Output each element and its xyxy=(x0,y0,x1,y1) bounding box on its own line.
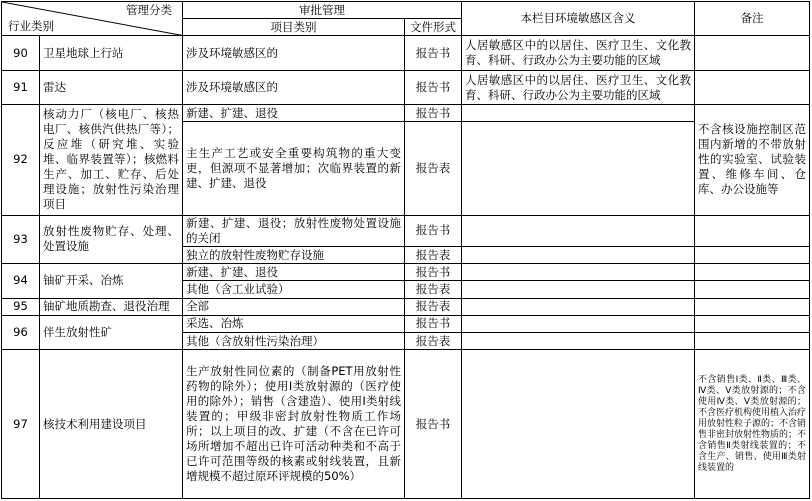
remarks-cell xyxy=(695,332,810,349)
sensitive-area-header: 本栏目环境敏感区含义 xyxy=(462,2,695,36)
table-row-96 xyxy=(2,315,810,332)
remarks-cell: 不含销售Ⅰ类、Ⅱ类、Ⅲ类、Ⅳ类、Ⅴ类放射源的；不含使用Ⅳ类、Ⅴ类放射源的；不含医疗机构使用植入治疗用放射性粒子源的；不含销售非密封放射性物质的；不含销售Ⅱ类射线装置的；不含生产、销售、使用Ⅲ类射线装置的 xyxy=(695,350,810,499)
industry-cell: 铀矿开采、冶炼 xyxy=(40,264,183,298)
row-number: 93 xyxy=(2,215,40,264)
row-number: 95 xyxy=(2,298,40,315)
industry-cell: 核动力厂（核电厂、核热电厂、核供汽供热厂等）；反应堆（研究堆、实验堆、临界装置等）；核燃料生产、加工、贮存、后处理设施；放射性污染治理项目 xyxy=(40,105,183,215)
project-cell: 新建、扩建、退役；放射性废物处置设施的关闭 xyxy=(183,215,405,246)
document-form-cell: 报告表 xyxy=(405,246,462,263)
sensitive-area-cell: 人居敏感区中的以居住、医疗卫生、文化教育、科研、行政办公为主要功能的区域 xyxy=(462,70,695,104)
document-form-cell: 报告书 xyxy=(405,215,462,246)
sensitive-area-cell xyxy=(462,246,695,263)
row-number: 97 xyxy=(2,350,40,499)
sensitive-area-cell xyxy=(462,122,695,215)
project-cell: 生产放射性同位素的（制备PET用放射性药物的除外）；使用Ⅰ类放射源的（医疗使用的除外）；销售（含建造）、使用Ⅰ类射线装置的；甲级非密封放射性物质工作场所；以上项目的改、扩建（不含在已许可场所增加不超出已许可活动种类和不高于已许可范围等级的核素或射线装置，且新增规模不超过原环评规模的50%） xyxy=(183,350,405,499)
remarks-cell xyxy=(695,215,810,246)
document-form-cell: 报告表 xyxy=(405,332,462,349)
sensitive-area-cell xyxy=(462,281,695,298)
remarks-cell: 不含核设施控制区范围内新增的不带放射性的实验室、试验装置、维修车间、仓库、办公设施等 xyxy=(695,105,810,215)
project-cell: 主生产工艺或安全重要构筑物的重大变更，但源项不显著增加；次临界装置的新建、扩建、退役 xyxy=(183,122,405,215)
industry-cell: 伴生放射性矿 xyxy=(40,315,183,349)
table-row-92 xyxy=(2,105,810,122)
industry-category-label: 行业类别 xyxy=(8,19,54,34)
remarks-cell xyxy=(695,315,810,332)
document-form-cell: 报告书 xyxy=(405,350,462,499)
row-number: 90 xyxy=(2,36,40,70)
industry-cell: 放射性废物贮存、处理、处置设施 xyxy=(40,215,183,264)
document-form-cell: 报告书 xyxy=(405,70,462,104)
table-row-95 xyxy=(2,298,810,315)
remarks-cell xyxy=(695,298,810,315)
project-cell: 其他（含放射性污染治理） xyxy=(183,332,405,349)
document-table xyxy=(1,1,810,499)
remarks-cell xyxy=(695,264,810,281)
table-row-90 xyxy=(2,36,810,70)
table-row-97 xyxy=(2,350,810,499)
document-form-cell: 报告书 xyxy=(405,36,462,70)
sensitive-area-cell xyxy=(462,298,695,315)
sensitive-area-cell xyxy=(462,315,695,332)
industry-cell: 核技术利用建设项目 xyxy=(40,350,183,499)
remarks-cell xyxy=(695,246,810,263)
remarks-cell xyxy=(695,281,810,298)
sensitive-area-cell xyxy=(462,215,695,246)
industry-cell: 铀矿地质勘查、退役治理 xyxy=(40,298,183,315)
remarks-cell xyxy=(695,70,810,104)
document-form-cell: 报告书 xyxy=(405,315,462,332)
row-number: 92 xyxy=(2,105,40,215)
approval-management-header: 审批管理 xyxy=(183,2,462,19)
row-number: 94 xyxy=(2,264,40,298)
document-form-cell: 报告书 xyxy=(405,264,462,281)
table-row-94 xyxy=(2,264,810,281)
table-row-91 xyxy=(2,70,810,104)
header-diagonal-cell xyxy=(2,2,183,36)
industry-cell: 雷达 xyxy=(40,70,183,104)
document-form-cell: 报告表 xyxy=(405,281,462,298)
project-cell: 独立的放射性废物贮存设施 xyxy=(183,246,405,263)
document-form-cell: 报告书 xyxy=(405,105,462,122)
remarks-header: 备注 xyxy=(695,2,810,36)
sensitive-area-cell xyxy=(462,332,695,349)
row-number: 91 xyxy=(2,70,40,104)
row-number: 96 xyxy=(2,315,40,349)
project-cell: 全部 xyxy=(183,298,405,315)
project-cell: 新建、扩建、退役 xyxy=(183,105,405,122)
document-form-cell: 报告表 xyxy=(405,298,462,315)
sensitive-area-cell xyxy=(462,350,695,499)
project-cell: 涉及环境敏感区的 xyxy=(183,70,405,104)
sensitive-area-cell xyxy=(462,105,695,122)
project-category-header: 项目类别 xyxy=(183,19,405,36)
industry-cell: 卫星地球上行站 xyxy=(40,36,183,70)
remarks-cell xyxy=(695,36,810,70)
project-cell: 采选、冶炼 xyxy=(183,315,405,332)
document-form-cell: 报告表 xyxy=(405,122,462,215)
project-cell: 涉及环境敏感区的 xyxy=(183,36,405,70)
project-cell: 其他（含工业试验） xyxy=(183,281,405,298)
sensitive-area-cell xyxy=(462,264,695,281)
project-cell: 新建、扩建、退役 xyxy=(183,264,405,281)
table-row-93 xyxy=(2,215,810,246)
sensitive-area-cell: 人居敏感区中的以居住、医疗卫生、文化教育、科研、行政办公为主要功能的区域 xyxy=(462,36,695,70)
management-category-label: 管理分类 xyxy=(126,3,172,17)
document-form-header: 文件形式 xyxy=(405,19,462,36)
